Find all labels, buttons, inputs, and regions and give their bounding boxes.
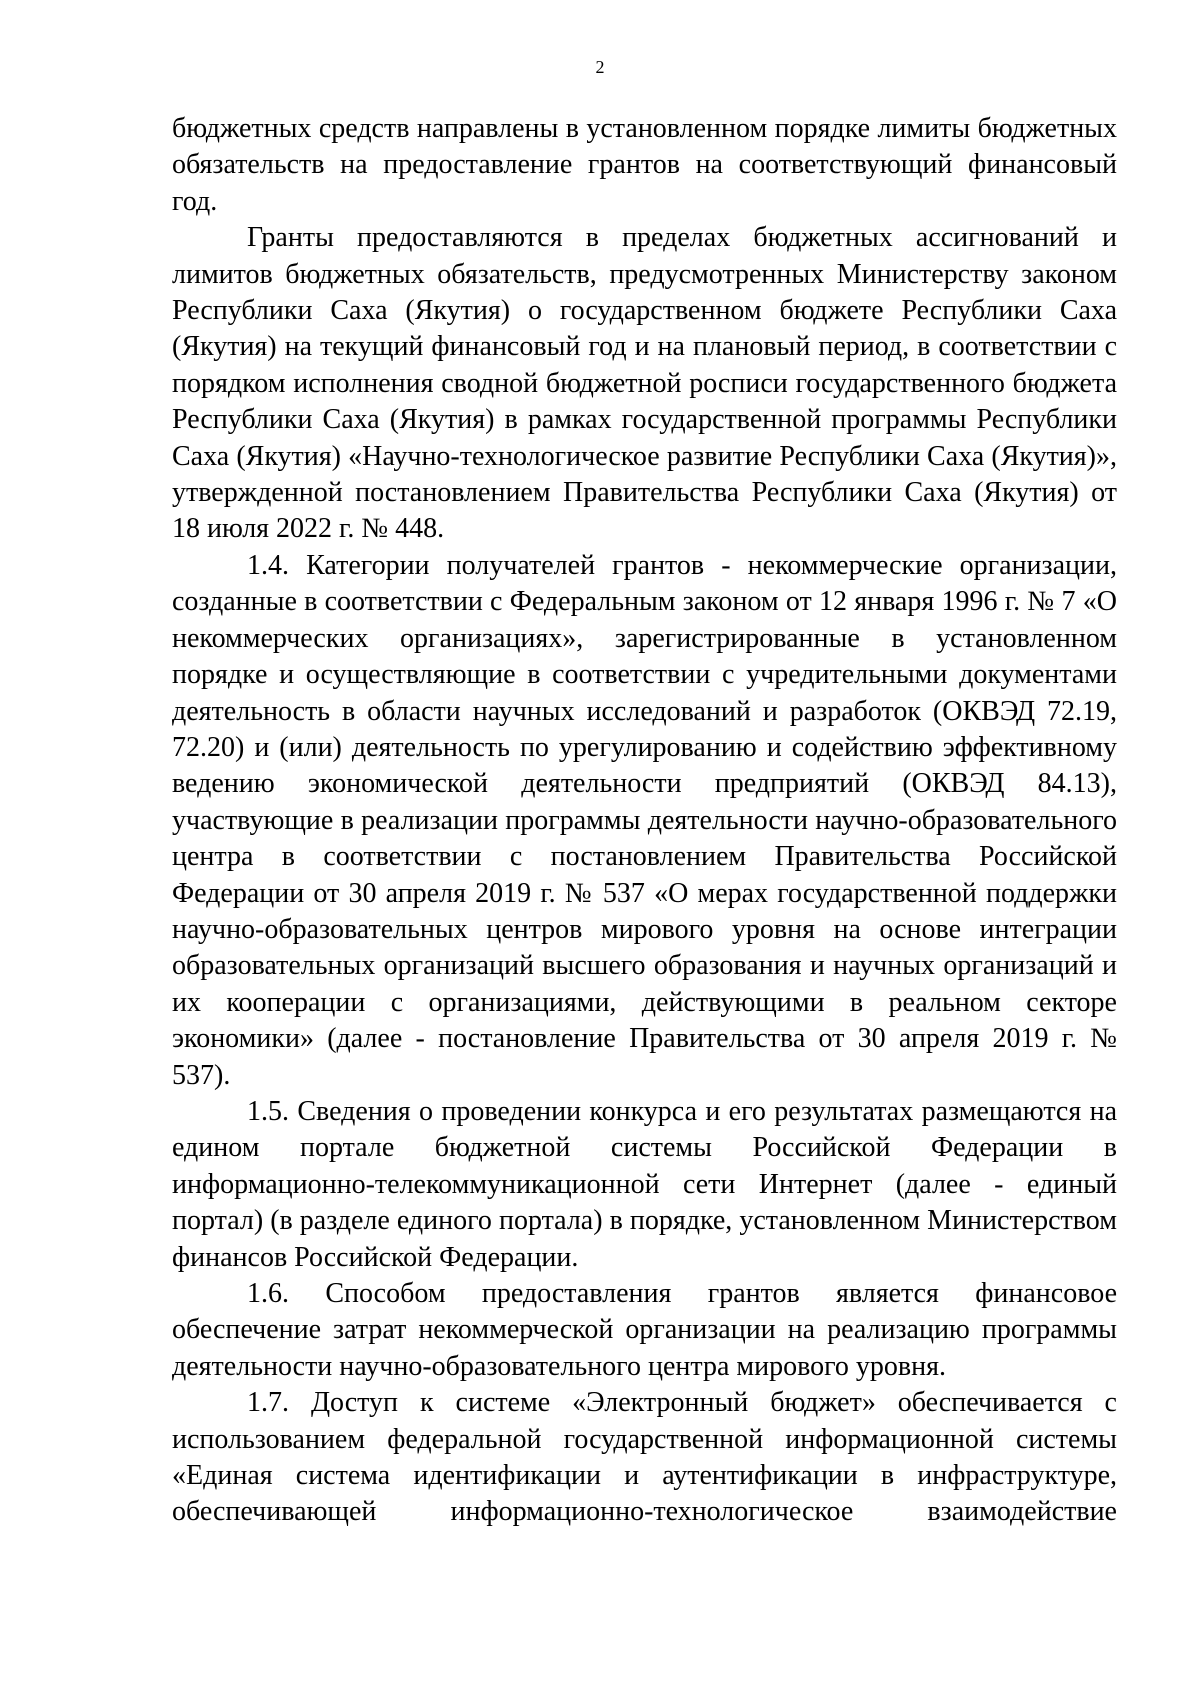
paragraph-1-6-grant-method: 1.6. Способом предоставления грантов является финансовое обеспечение затрат некоммерческой организации на реализацию программы деятельности научно-образовательного центра мирового уровня. xyxy=(172,1278,1117,1382)
paragraph-1-4-recipient-categories: 1.4. Категории получателей грантов - некоммерческие организации, созданные в соответствии с Федеральным законом от 12 января 1996 г. № 7 «О некоммерческих организациях», зарегистрированные в установленном порядке и осуществляющие в соответствии с учредительными документами деятельность в области научных исследований и разработок (ОКВЭД 72.19, 72.20) и (или) деятельность по урегулированию и содействию эффективному ведению экономической деятельности предприятий (ОКВЭД 84.13), участвующие в реализации программы деятельности научно-образовательного центра в соответствии с постановлением Правительства Российской Федерации от 30 апреля 2019 г. № 537 «О мерах государственной поддержки научно-образовательных центров мирового уровня на основе интеграции образовательных организаций высшего образования и научных организаций и их кооперации с организациями, действующими в реальном секторе экономики» (далее - постановление Правительства от 30 апреля 2019 г. № 537). xyxy=(172,549,1117,1091)
paragraph-1-5-contest-information: 1.5. Сведения о проведении конкурса и его результатах размещаются на едином портале бюджетной системы Российской Федерации в информационно-телекоммуникационной сети Интернет (далее - единый портал) (в разделе единого портала) в порядке, установленном Министерством финансов Российской Федерации. xyxy=(172,1095,1117,1273)
paragraph-grants-provision: Гранты предоставляются в пределах бюджетных ассигнований и лимитов бюджетных обязательств, предусмотренных Министерству законом Республики Саха (Якутия) о государственном бюджете Республики Саха (Якутия) на текущий финансовый год и на плановый период, в соответствии с порядком исполнения сводной бюджетной росписи государственного бюджета Республики Саха (Якутия) в рамках государственной программы Республики Саха (Якутия) «Научно-технологическое развитие Республики Саха (Якутия)», утвержденной постановлением Правительства Республики Саха (Якутия) от 18 июля 2022 г. № 448. xyxy=(172,222,1117,545)
paragraph-1-7-system-access: 1.7. Доступ к системе «Электронный бюджет» обеспечивается с использованием федеральной государственной информационной системы «Единая система идентификации и аутентификации в инфраструктуре, обеспечивающей информационно-технологическое взаимодействие xyxy=(172,1387,1117,1528)
paragraph-budget-limits: бюджетных средств направлены в установленном порядке лимиты бюджетных обязательств на предоставление грантов на соответствующий финансовый год. xyxy=(172,113,1117,217)
document-body xyxy=(172,111,1117,1531)
page-number: 2 xyxy=(595,57,605,77)
